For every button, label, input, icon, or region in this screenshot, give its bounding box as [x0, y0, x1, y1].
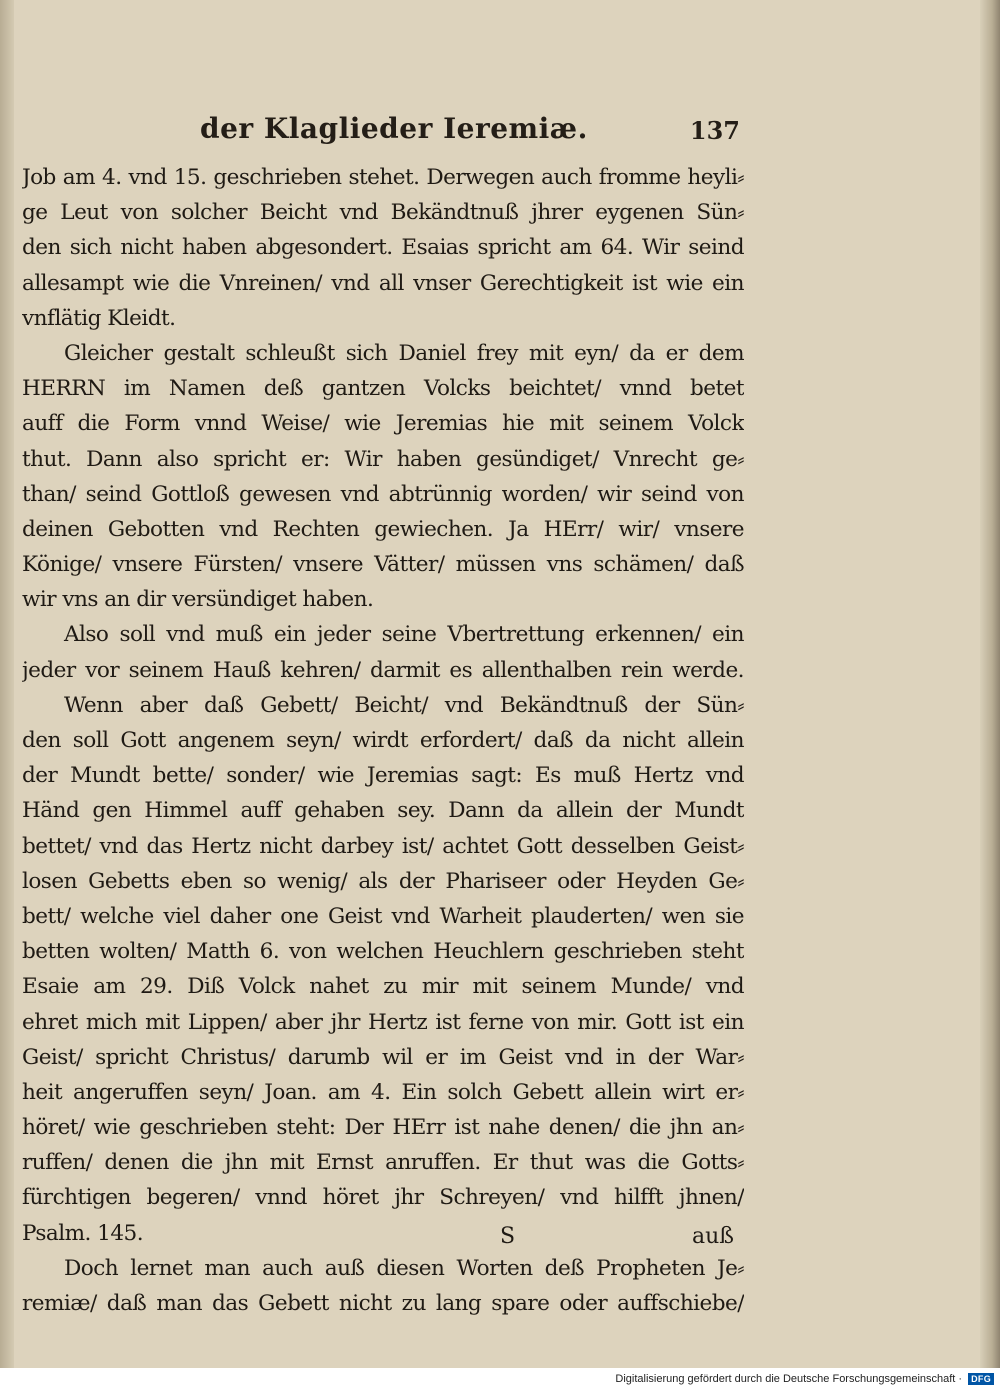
text-line: thut. Dann also spricht er: Wir haben gesündiget/ Vnrecht ge⸗ — [22, 446, 744, 472]
text-line: Händ gen Himmel auff gehaben sey. Dann da allein der Mundt — [22, 798, 744, 824]
page-footer — [22, 1224, 734, 1258]
text-line: bettet/ vnd das Hertz nicht darbey ist/ achtet Gott desselben Geist⸗ — [22, 833, 744, 859]
dfg-logo-icon: DFG — [968, 1373, 994, 1385]
text-line: Könige/ vnsere Fürsten/ vnsere Vätter/ müssen vns schämen/ daß — [22, 552, 744, 578]
running-title: der Klaglieder Ieremiæ. — [200, 112, 588, 145]
text-line: bett/ welche viel daher one Geist vnd Warheit plauderten/ wen sie — [22, 903, 744, 929]
text-line: betten wolten/ Matth 6. von welchen Heuchlern geschrieben steht — [22, 939, 744, 965]
page-number: 137 — [689, 116, 740, 145]
text-line: allesampt wie die Vnreinen/ vnd all vnser Gerechtigkeit ist wie ein — [22, 270, 744, 296]
text-line: losen Gebetts eben so wenig/ als der Phariseer oder Heyden Ge⸗ — [22, 868, 744, 894]
text-line: Esaie am 29. Diß Volck nahet zu mir mit seinem Munde/ vnd — [22, 974, 744, 1000]
page-header — [200, 112, 740, 152]
text-line: deinen Gebotten vnd Rechten gewiechen. Ja HErr/ wir/ vnsere — [22, 516, 744, 542]
paragraph-start-line: Gleicher gestalt schleußt sich Daniel frey mit eyn/ da er dem — [64, 340, 744, 366]
signature-mark: S — [500, 1224, 516, 1249]
text-line: ruffen/ denen die jhn mit Ernst anruffen. Er thut was die Gotts⸗ — [22, 1150, 744, 1176]
text-line: HERRN im Namen deß gantzen Volcks beichtet/ vnnd betet — [22, 376, 744, 402]
credit-bar — [0, 1368, 1000, 1389]
text-line: ehret mich mit Lippen/ aber jhr Hertz ist ferne von mir. Gott ist ein — [22, 1009, 744, 1035]
text-line: den soll Gott angenem seyn/ wirdt erfordert/ daß da nicht allein — [22, 728, 744, 753]
page-edge — [980, 0, 1000, 1368]
text-line: auff die Form vnnd Weise/ wie Jeremias hie mit seinem Volck — [22, 411, 744, 437]
text-line: höret/ wie geschrieben steht: Der HErr ist nahe denen/ die jhn an⸗ — [22, 1115, 744, 1141]
text-line: jeder vor seinem Hauß kehren/ darmit es allenthalben rein werde. — [22, 657, 744, 683]
text-line: vnflätig Kleidt. — [22, 305, 176, 331]
text-line: fürchtigen begeren/ vnnd höret jhr Schreyen/ vnd hilfft jhnen/ — [22, 1185, 744, 1211]
text-line: Psalm. 145. — [22, 1220, 144, 1246]
text-line: remiæ/ daß man das Gebett nicht zu lang spare oder auffschiebe/ — [22, 1291, 744, 1316]
text-line: than/ seind Gottloß gewesen vnd abtrünnig worden/ wir seind von — [22, 481, 744, 507]
paragraph-start-line: Doch lernet man auch auß diesen Worten deß Propheten Je⸗ — [64, 1255, 744, 1281]
catchword: auß — [692, 1224, 734, 1249]
page-gutter-shadow — [0, 0, 14, 1368]
text-line: wir vns an dir versündiget haben. — [22, 587, 374, 613]
text-line: ge Leut von solcher Beicht vnd Bekändtnuß jhrer eygenen Sün⸗ — [22, 200, 744, 226]
text-line: der Mundt bette/ sonder/ wie Jeremias sagt: Es muß Hertz vnd — [22, 763, 744, 789]
text-line: heit angeruffen seyn/ Joan. am 4. Ein solch Gebett allein wirt er⸗ — [22, 1079, 744, 1105]
text-line: Job am 4. vnd 15. geschrieben stehet. Derwegen auch fromme heyli⸗ — [22, 165, 744, 190]
text-line: Geist/ spricht Christus/ darumb wil er im Geist vnd in der War⸗ — [22, 1044, 744, 1070]
paragraph-start-line: Also soll vnd muß ein jeder seine Vbertrettung erkennen/ ein — [64, 622, 744, 648]
text-line: den sich nicht haben abgesondert. Esaias spricht am 64. Wir seind — [22, 235, 744, 261]
paragraph-start-line: Wenn aber daß Gebett/ Beicht/ vnd Bekändtnuß der Sün⸗ — [64, 692, 744, 718]
body-text — [22, 160, 744, 1321]
funding-credit: Digitalisierung gefördert durch die Deutsche Forschungsgemeinschaft · — [615, 1372, 963, 1385]
